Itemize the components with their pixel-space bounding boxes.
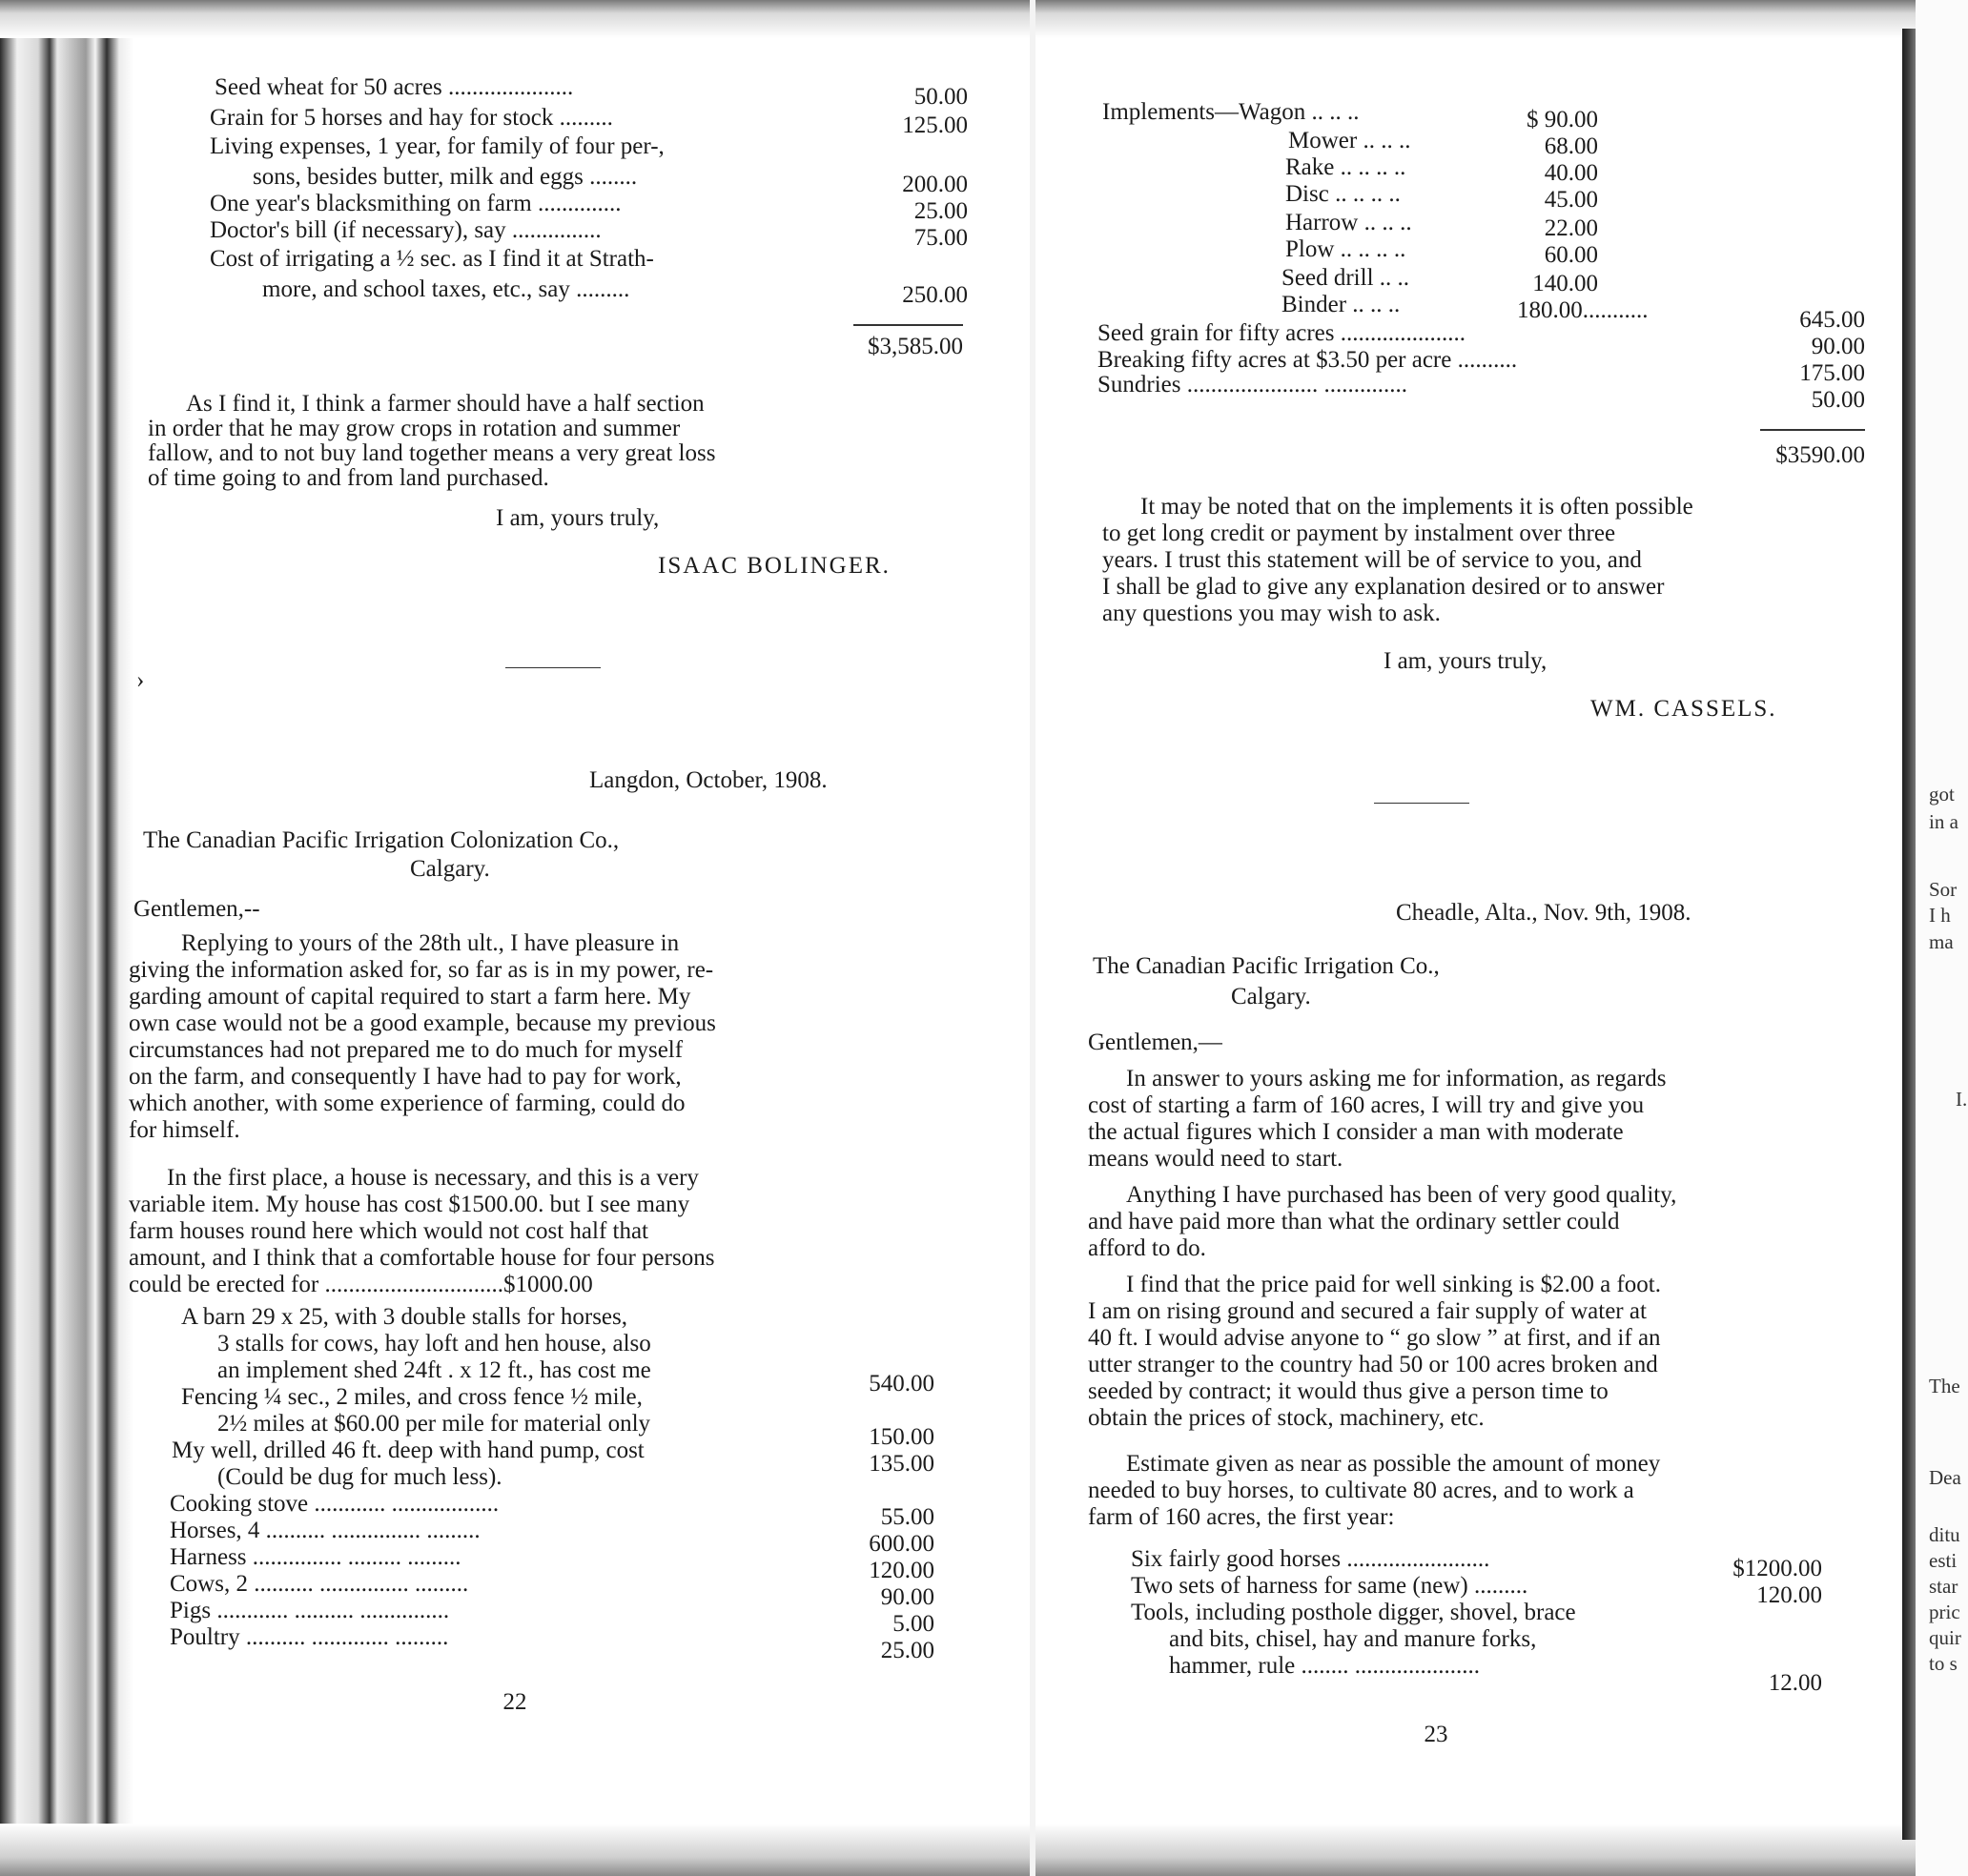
fragment: got xyxy=(1929,783,1955,805)
expense-amount: 50.00 xyxy=(913,84,968,110)
paragraph-line: In the first place, a house is necessary, and this is a very xyxy=(167,1165,699,1191)
total-rule xyxy=(853,324,963,326)
item-amount: 5.00 xyxy=(892,1611,934,1637)
implement-amount: 45.00 xyxy=(1544,187,1598,213)
item-amount: 135.00 xyxy=(869,1451,934,1477)
item-amount: 600.00 xyxy=(869,1531,934,1557)
item-label: Horses, 4 .......... ............... ......... xyxy=(170,1518,481,1543)
fragment: in a xyxy=(1929,810,1958,833)
fragment: pric xyxy=(1929,1601,1960,1623)
fragment: ma xyxy=(1929,930,1954,953)
item-amount: 90.00 xyxy=(880,1584,934,1610)
addressee-city: Calgary. xyxy=(410,856,490,882)
implement-amount: 68.00 xyxy=(1544,133,1598,159)
paragraph-line: seeded by contract; it would thus give a person time to xyxy=(1088,1378,1609,1404)
expense-label: Doctor's bill (if necessary), say ............... xyxy=(210,217,602,243)
paragraph-line: of time going to and from land purchased. xyxy=(148,465,549,491)
salutation: Gentlemen,-- xyxy=(133,896,260,922)
item-label: Poultry .......... ............. ......... xyxy=(170,1624,449,1650)
item-label: Cows, 2 .......... ............... ......... xyxy=(170,1571,469,1597)
expense-amount: 75.00 xyxy=(913,225,968,251)
paragraph-line: on the farm, and consequently I have had to pay for work, xyxy=(129,1064,682,1090)
implement-label: Mower .. .. .. xyxy=(1288,128,1411,153)
paragraph-line: circumstances had not prepared me to do much for myself xyxy=(129,1037,684,1063)
expense-label: Living expenses, 1 year, for family of four per-, xyxy=(210,133,665,159)
paragraph-line: years. I trust this statement will be of service to you, and xyxy=(1102,547,1642,573)
item-amount: 55.00 xyxy=(880,1504,934,1530)
stray-mark: › xyxy=(136,667,145,693)
fragment: Sor xyxy=(1929,878,1958,901)
paragraph-line: garding amount of capital required to start a farm here. My xyxy=(129,984,691,1009)
cost-label: Seed grain for fifty acres ..................... xyxy=(1097,320,1466,346)
paragraph-line: In answer to yours asking me for information, as regards xyxy=(1126,1066,1667,1091)
paragraph-line: and have paid more than what the ordinary settler could xyxy=(1088,1209,1620,1234)
paragraph-line: Estimate given as near as possible the amount of money xyxy=(1126,1451,1661,1477)
page-number: 23 xyxy=(1424,1722,1448,1747)
expense-total: $3,585.00 xyxy=(868,334,963,359)
expense-label: Seed wheat for 50 acres ..................... xyxy=(215,74,574,100)
right-page xyxy=(1035,0,1902,1876)
paragraph-line: cost of starting a farm of 160 acres, I will try and give you xyxy=(1088,1092,1645,1118)
item-amount: 540.00 xyxy=(869,1371,934,1397)
item-label: A barn 29 x 25, with 3 double stalls for horses, xyxy=(181,1304,628,1330)
paragraph-line: amount, and I think that a comfortable house for four persons xyxy=(129,1245,715,1271)
item-amount: 120.00 xyxy=(869,1558,934,1583)
item-amount: $1200.00 xyxy=(1732,1556,1822,1581)
expense-label: One year's blacksmithing on farm .............. xyxy=(210,191,622,216)
item-label: Cooking stove ............ .................. xyxy=(170,1491,500,1517)
fragment: quir xyxy=(1929,1626,1961,1649)
expense-label: Grain for 5 horses and hay for stock ......... xyxy=(210,105,613,131)
paragraph-line: needed to buy horses, to cultivate 80 acres, and to work a xyxy=(1088,1478,1634,1503)
item-amount: 12.00 xyxy=(1768,1670,1822,1696)
paragraph-line: farm of 160 acres, the first year: xyxy=(1088,1504,1395,1530)
paragraph-line: any questions you may wish to ask. xyxy=(1102,601,1441,626)
implement-amount: 180.00........... xyxy=(1517,297,1649,323)
addressee: The Canadian Pacific Irrigation Colonization Co., xyxy=(143,827,620,853)
expense-label: Cost of irrigating a ½ sec. as I find it at Strath- xyxy=(210,246,654,272)
grand-total: $3590.00 xyxy=(1775,442,1865,468)
item-amount: 25.00 xyxy=(880,1638,934,1663)
expense-amount: 25.00 xyxy=(913,198,968,224)
expense-label: more, and school taxes, etc., say ......... xyxy=(262,276,630,302)
item-label: an implement shed 24ft . x 12 ft., has cost me xyxy=(217,1357,651,1383)
expense-amount: 200.00 xyxy=(902,172,968,197)
item-label: Harness ............... ......... ......... xyxy=(170,1544,461,1570)
cost-amount: 50.00 xyxy=(1811,387,1865,413)
paragraph-line: Anything I have purchased has been of very good quality, xyxy=(1126,1182,1677,1208)
addressee-city: Calgary. xyxy=(1231,984,1311,1009)
expense-amount: 250.00 xyxy=(902,282,968,308)
implement-label: Seed drill .. .. xyxy=(1281,265,1410,291)
cost-amount: 175.00 xyxy=(1799,360,1865,386)
paragraph-line: fallow, and to not buy land together means a very great loss xyxy=(148,440,716,466)
item-amount: 150.00 xyxy=(869,1424,934,1450)
paragraph-line: for himself. xyxy=(129,1117,240,1143)
paragraph-line: I shall be glad to give any explanation desired or to answer xyxy=(1102,574,1665,600)
item-label: and bits, chisel, hay and manure forks, xyxy=(1169,1626,1537,1652)
paragraph-line: 40 ft. I would advise anyone to “ go slow ” at first, and if an xyxy=(1088,1325,1661,1351)
signoff: I am, yours truly, xyxy=(496,505,660,531)
implement-amount: 22.00 xyxy=(1544,215,1598,241)
fragment: esti xyxy=(1929,1549,1958,1572)
paragraph-line: own case would not be a good example, because my previous xyxy=(129,1010,716,1036)
paragraph-line: It may be noted that on the implements it is often possible xyxy=(1140,494,1693,520)
dateline: Langdon, October, 1908. xyxy=(589,767,828,793)
total-rule xyxy=(1760,429,1865,431)
fragment: star xyxy=(1929,1575,1958,1598)
right-page-fold xyxy=(1902,29,1916,1840)
salutation: Gentlemen,— xyxy=(1088,1030,1222,1055)
cost-amount: 90.00 xyxy=(1811,334,1865,359)
paragraph-line: obtain the prices of stock, machinery, etc. xyxy=(1088,1405,1485,1431)
signature: WM. CASSELS. xyxy=(1590,696,1777,722)
paragraph-line: As I find it, I think a farmer should have a half section xyxy=(186,391,705,417)
fragment: to s xyxy=(1929,1652,1958,1675)
item-label: My well, drilled 46 ft. deep with hand pump, cost xyxy=(172,1438,645,1463)
dateline: Cheadle, Alta., Nov. 9th, 1908. xyxy=(1396,900,1691,926)
cost-label: Sundries ...................... .............. xyxy=(1097,372,1407,398)
signoff: I am, yours truly, xyxy=(1384,648,1548,674)
fragment: Dea xyxy=(1929,1466,1961,1489)
fragment: The xyxy=(1929,1375,1960,1397)
implement-label: Harrow .. .. .. xyxy=(1285,210,1412,235)
cost-label: Breaking fifty acres at $3.50 per acre .......... xyxy=(1097,347,1518,373)
item-label: 3 stalls for cows, hay loft and hen house, also xyxy=(217,1331,651,1356)
item-label: Six fairly good horses ........................ xyxy=(1131,1546,1490,1572)
paragraph-line: I find that the price paid for well sinking is $2.00 a foot. xyxy=(1126,1272,1661,1297)
signature: ISAAC BOLINGER. xyxy=(658,553,891,579)
implement-amount: 60.00 xyxy=(1544,242,1598,268)
implement-label: Plow .. .. .. .. xyxy=(1285,236,1406,262)
fragment: ditu xyxy=(1929,1523,1960,1546)
paragraph-line: which another, with some experience of farming, could do xyxy=(129,1091,686,1116)
paragraph-line: the actual figures which I consider a man with moderate xyxy=(1088,1119,1624,1145)
paragraph-line: could be erected for ..............................$1000.00 xyxy=(129,1272,593,1297)
implement-amount: $ 90.00 xyxy=(1527,107,1598,133)
item-label: Tools, including posthole digger, shovel, brace xyxy=(1131,1600,1576,1625)
paragraph-line: in order that he may grow crops in rotation and summer xyxy=(148,416,681,441)
item-label: hammer, rule ........ ..................... xyxy=(1169,1653,1481,1679)
next-page-sliver xyxy=(1916,0,1968,1876)
item-amount: 120.00 xyxy=(1756,1582,1822,1608)
paragraph-line: means would need to start. xyxy=(1088,1146,1343,1172)
item-label: Fencing ¼ sec., 2 miles, and cross fence ½ mile, xyxy=(181,1384,643,1410)
expense-label: sons, besides butter, milk and eggs ........ xyxy=(253,164,638,190)
section-divider xyxy=(1374,803,1469,804)
paragraph-line: variable item. My house has cost $1500.00. but I see many xyxy=(129,1192,690,1217)
addressee: The Canadian Pacific Irrigation Co., xyxy=(1093,953,1440,979)
paragraph-line: farm houses round here which would not cost half that xyxy=(129,1218,649,1244)
implement-label: Disc .. .. .. .. xyxy=(1285,181,1401,207)
paragraph-line: I am on rising ground and secured a fair supply of water at xyxy=(1088,1298,1647,1324)
implements-heading: Implements—Wagon .. .. .. xyxy=(1102,99,1360,125)
paragraph-line: utter stranger to the country had 50 or 100 acres broken and xyxy=(1088,1352,1658,1377)
paragraph-line: giving the information asked for, so far as is in my power, re- xyxy=(129,957,714,983)
fragment: I h xyxy=(1929,904,1951,927)
implement-amount: 140.00 xyxy=(1532,271,1598,296)
section-divider xyxy=(505,667,601,668)
page-number: 22 xyxy=(502,1689,527,1715)
implement-label: Binder .. .. .. xyxy=(1281,292,1401,317)
paragraph-line: afford to do. xyxy=(1088,1235,1206,1261)
item-label: (Could be dug for much less). xyxy=(217,1464,502,1490)
implement-label: Rake .. .. .. .. xyxy=(1285,154,1406,180)
implements-total: 645.00 xyxy=(1799,307,1865,333)
item-label: Pigs ............ .......... ............... xyxy=(170,1598,450,1623)
implement-amount: 40.00 xyxy=(1544,160,1598,186)
item-label: Two sets of harness for same (new) ......... xyxy=(1131,1573,1528,1599)
item-label: 2½ miles at $60.00 per mile for material only xyxy=(217,1411,651,1437)
fragment: I. xyxy=(1956,1088,1968,1111)
expense-amount: 125.00 xyxy=(902,112,968,138)
paragraph-line: to get long credit or payment by instalment over three xyxy=(1102,520,1616,546)
paragraph-line: Replying to yours of the 28th ult., I have pleasure in xyxy=(181,930,680,956)
